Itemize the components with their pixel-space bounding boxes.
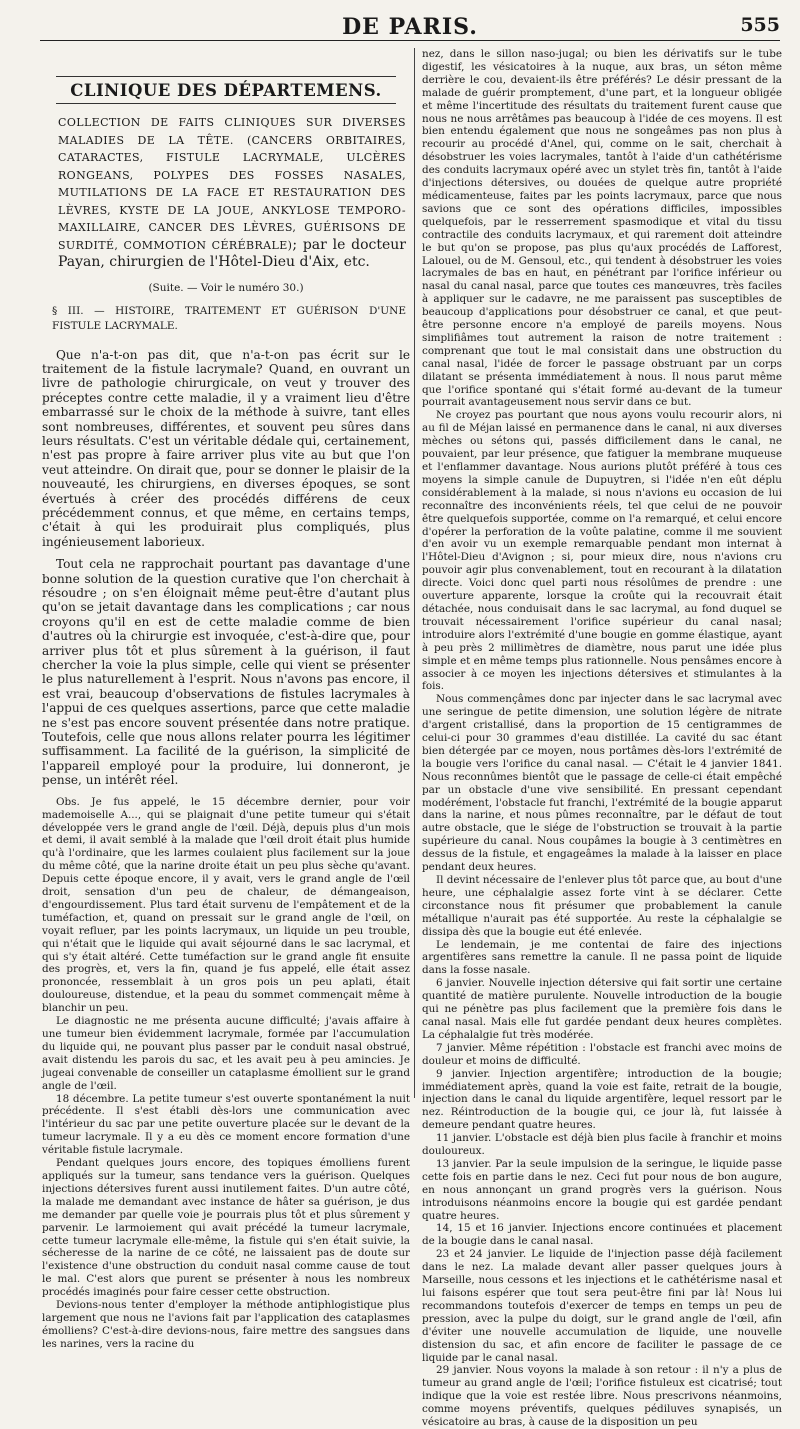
page-number: 555 <box>740 14 780 36</box>
subsection-heading: § III. — HISTOIRE, TRAITEMENT ET GUÉRISON D'UNE FISTULE LACRYMALE. <box>52 304 406 332</box>
paragraph: 13 janvier. Par la seule impulsion de la seringue, le liquide passe cette fois en partie dans le nez. Ceci fut pour nous de bon augure, en nous annonçant un grand progrès vers la guérison. Nous introduisons néanmoins encore la bougie qui est gardée pendant quatre heures. <box>422 1157 782 1222</box>
left-column <box>42 48 410 1350</box>
paragraph: 29 janvier. Nous voyons la malade à son retour : il n'y a plus de tumeur au grand angle de l'œil; l'orifice fistuleux est cicatrisé; tout indique que la voie est restée libre. Nous prescrivons néanmoins, comme moyens préventifs, quelques pédiluves synapisés, un vésicatoire au bras, à cause de la disposition un peu <box>422 1364 782 1429</box>
section-title: CLINIQUE DES DÉPARTEMENS. <box>56 76 396 104</box>
paragraph: 6 janvier. Nouvelle injection détersive qui fait sortir une certaine quantité de matière purulente. Nouvelle introduction de la bougie qui ne pénètre pas plus facilement que la première fois dans le canal nasal. Mais elle fut gardée pendant deux heures complètes. La céphalalgie fut très modérée. <box>422 977 782 1041</box>
paragraph: Nous commençâmes donc par injecter dans le sac lacrymal avec une seringue de petite dimension, une solution légère de nitrate d'argent cristallisé, dans la proportion de 15 centigrammes de celui-ci pour 30 grammes d'eau distillée. La cavité du sac étant bien détergée par ce moyen, nous portâmes dès-lors l'extrémité de la bougie vers l'orifice du canal nasal. — C'était le 4 janvier 1841. Nous reconnûmes bientôt que le passage de celle-ci était empêché par un obstacle d'une vive sensibilité. En pressant cependant modérément, l'obstacle fut franchi, l'extrémité de la bougie apparut dans la narine, et nous pûmes reconnaître, par le défaut de tout autre obstacle, que le siége de l'obstruction se trouvait à la partie supérieure du canal. Nous coupâmes la bougie à 3 centimètres en dessus de la fistule, et engageâmes la malade à la laisser en place pendant deux heures. <box>422 693 782 874</box>
paragraph: Il devint nécessaire de l'enlever plus tôt parce que, au bout d'une heure, une céphalalgie assez forte vint à se déclarer. Cette circonstance nous fit présumer que probablement la canule métallique n'aurait pas été supportée. Au reste la céphalalgie se dissipa dès que la bougie eut été enlevée. <box>422 874 782 938</box>
article-intro-caps: COLLECTION DE FAITS CLINIQUES SUR DIVERSES MALADIES DE LA TÊTE. (CANCERS ORBITAIRES, CATARACTES, FISTULE LACRYMALE, ULCÈRES RONGEANS, POLYPES DES FOSSES NASALES, MUTILATIONS DE LA FACE ET RESTAURATION DES LÈVRES, KYSTE DE LA JOUE, ANKYLOSE TEMPORO-MAXILLAIRE, CANCER DES LÈVRES, GUÉRISONS DE SURDITÉ, COMMOTION CÉRÉBRALE) <box>58 116 406 252</box>
paragraph: 14, 15 et 16 janvier. Injections encore continuées et placement de la bougie dans le canal nasal. <box>422 1222 782 1248</box>
paragraph: Pendant quelques jours encore, des topiques émolliens furent appliqués sur la tumeur, sans tendance vers la guérison. Quelques injections détersives furent aussi inutilement faites. D'un autre côté, la malade me demandant avec instance de hâter sa guérison, je dus me demander par quelle voie je pourrais plus tôt et plus sûrement y parvenir. Le larmoiement qui avait précédé la tumeur lacrymale, cette tumeur lacrymale elle-même, la fistule qui s'en était suivie, la sécheresse de la narine de ce côté, ne laissaient pas de doute sur l'existence d'une obstruction du conduit nasal comme cause de tout le mal. C'est alors que purent se présenter à nous les nombreux procédés imaginés pour faire cesser cette obstruction. <box>42 1157 410 1299</box>
paragraph: Tout cela ne rapprochait pourtant pas davantage d'une bonne solution de la question curative que l'on cherchait à résoudre ; on s'en éloignait même peut-être d'autant plus qu'on se jetait davantage dans les complications ; car nous croyons qu'il en est de cette maladie comme de bien d'autres où la chirurgie est invoquée, c'est-à-dire que, pour arriver plus tôt et plus sûrement à la guérison, il faut chercher la voie la plus simple, celle qui vient se présenter le plus naturellement à l'esprit. Nous n'avons pas encore, il est vrai, beaucoup d'observations de fistules lacrymales à l'appui de ces quelques assertions, parce que cette maladie ne s'est pas encore souvent présentée dans notre pratique. Toutefois, celle que nous allons relater pourra les légitimer suffisamment. La facilité de la guérison, la simplicité de l'appareil employé pour la produire, lui donneront, je pense, un intérêt réel. <box>42 557 410 788</box>
paragraph: 9 janvier. Injection argentifère; introduction de la bougie; immédiatement après, quand la voie est faite, retrait de la bougie, injection dans le canal du liquide argentifère, lequel ressort par le nez. Réintroduction de la bougie qui, ce jour là, fut laissée à demeure pendant quatre heures. <box>422 1067 782 1132</box>
paragraph: nez, dans le sillon naso-jugal; ou bien les dérivatifs sur le tube digestif, les vésicatoires à la nuque, aux bras, un séton même derrière le cou, devaient-ils être préférés? Le désir pressant de la malade de guérir promptement, d'une part, et la longueur obligée et même l'incertitude des résultats du traitement furent cause que nous ne nous arrêtâmes pas beaucoup à l'idée de ces moyens. Il est bien entendu également que nous ne songeâmes pas non plus à recourir au procédé d'Anel, qui, comme on le sait, cherchait à désobstruer les voies lacrymales, tantôt à l'aide d'un cathétérisme des conduits lacrymaux opéré avec un stylet très fin, tantôt à l'aide d'injections détersives, ou douées de quelque autre propriété médicamenteuse, faites par les points lacrymaux, parce que nous savions que ce sont des opérations difficiles, impossibles quelquefois, par le resserrement spasmodique et vital du tissu contractile des conduits lacrymaux, et qui rarement doit atteindre le but qu'on se propose, pas plus qu'aux procédés de Lafforest, Lalouel, ou de M. Gensoul, etc., qui tendent à désobstruer les voies lacrymales de bas en haut, en pénétrant par l'orifice inférieur ou nasal du canal nasal, parce que toutes ces manœuvres, très faciles à appliquer sur le cadavre, ne me paraissent pas susceptibles de beaucoup d'applications pour désobstruer ce canal, et que peut-être personne encore n'a employé de pareils moyens. Nous simplifiâmes tout autrement la raison de notre traitement : comprenant que tout le mal consistait dans une obstruction du canal nasal, l'idée de forcer le passage obstruant par un corps dilatant se présenta immédiatement à nous. Il nous parut même que l'orifice spontané qui s'était formé au-devant de la tumeur pourrait avantageusement nous servir dans ce but. <box>422 48 782 409</box>
paragraph: Ne croyez pas pourtant que nous ayons voulu recourir alors, ni au fil de Méjan laissé en permanence dans le canal, ni aux diverses mèches ou sétons qui, passés difficilement dans le canal, ne pouvaient, par leur présence, que fatiguer la membrane muqueuse et l'enflammer davantage. Nous aurions plutôt préféré à tous ces moyens la simple canule de Dupuytren, si l'idée n'en eût déplu considérablement à la malade, si nous n'avions eu occasion de lui reconnaître des inconvénients réels, tel que celui de ne pouvoir être quelquefois supportée, comme on l'a remarqué, et celui encore d'opérer la perforation de la voûte palatine, comme il me souvient d'en avoir vu un exemple remarquable pendant mon internat à l'Hôtel-Dieu d'Avignon ; si, pour mieux dire, nous n'avions cru pouvoir agir plus convenablement, tout en recourant à la dilatation directe. Voici donc quel parti nous résolûmes de prendre : une ouverture apparente, lorsque la croûte qui la recouvrait était détachée, nous conduisait dans le sac lacrymal, au fond duquel se trouvait nécessairement l'orifice supérieur du canal nasal; introduire alors l'extrémité d'une bougie en gomme élastique, ayant à peu près 2 millimètres de diamètre, nous parut une idée plus simple et en même temps plus rationnelle. Nous pensâmes encore à associer à ce moyen les injections détersives et stimulantes à la fois. <box>422 409 782 693</box>
paragraph: Le lendemain, je me contentai de faire des injections argentifères sans remettre la canule. Il ne passa point de liquide dans la fosse nasale. <box>422 938 782 977</box>
article-author: ; par le docteur Payan, chirurgien de l'Hôtel-Dieu d'Aix, etc. <box>58 236 406 270</box>
paragraph: Que n'a-t-on pas dit, que n'a-t-on pas écrit sur le traitement de la fistule lacrymale? Quand, en ouvrant un livre de pathologie chirurgicale, on veut y trouver des préceptes contre cette maladie, il y a vraiment lieu d'être embarrassé sur le choix de la méthode à suivre, tant elles sont nombreuses, différentes, et souvent peu sûres dans leurs résultats. C'est un véritable dédale qui, certainement, n'est pas propre à faire arriver plus vite au but que l'on veut atteindre. On dirait que, pour se donner le plaisir de la nouveauté, les chirurgiens, en diverses époques, se sont évertués à créer des procédés différens de ceux précédemment connus, et que même, en certains temps, c'était à qui les produirait plus compliqués, plus ingénieusement laborieux. <box>42 347 410 549</box>
column-divider <box>414 48 415 1098</box>
paragraph: Devions-nous tenter d'employer la méthode antiphlogistique plus largement que nous ne l'avions fait par l'application des cataplasmes émolliens? C'est-à-dire devions-nous, faire mettre des sangsues dans les narines, vers la racine du <box>42 1299 410 1350</box>
paragraph: 18 décembre. La petite tumeur s'est ouverte spontanément la nuit précédente. Il s'est établi dès-lors une communication avec l'intérieur du sac par une petite ouverture placée sur le devant de la tumeur lacrymale. Il y a eu dès ce moment encore formation d'une véritable fistule lacrymale. <box>42 1092 410 1157</box>
paragraph: Le diagnostic ne me présenta aucune difficulté; j'avais affaire à une tumeur bien évidemment lacrymale, formée par l'accumulation du liquide qui, ne pouvant plus passer par le conduit nasal obstrué, avait distendu les parois du sac, et les avait peu à peu amincies. Je jugeai convenable de conseiller un cataplasme émollient sur le grand angle de l'œil. <box>42 1015 410 1092</box>
article-intro <box>58 114 406 272</box>
continuation-note: (Suite. — Voir le numéro 30.) <box>148 281 304 294</box>
page-header <box>40 10 780 41</box>
paragraph: 23 et 24 janvier. Le liquide de l'injection passe déjà facilement dans le nez. La malade devant aller passer quelques jours à Marseille, nous cessons et les injections et le cathétérisme nasal et lui faisons espérer que tout sera peut-être fini par là! Nous lui recommandons toutefois d'exercer de temps en temps un peu de pression, avec la pulpe du doigt, sur le grand angle de l'œil, afin d'éviter une nouvelle accumulation de liquide, une nouvelle distension du sac, et afin encore de faciliter le passage de ce liquide par le canal nasal. <box>422 1248 782 1364</box>
page-header-title: DE PARIS. <box>342 14 478 40</box>
paragraph: Obs. Je fus appelé, le 15 décembre dernier, pour voir mademoiselle A..., qui se plaignait d'une petite tumeur qui s'était développée vers le grand angle de l'œil. Déjà, depuis plus d'un mois et demi, il avait semblé à la malade que l'œil droit était plus humide qu'à l'ordinaire, que les larmes coulaient plus facilement sur la joue du même côté, que la narine droite était un peu plus sèche qu'avant. Depuis cette époque encore, il y avait, vers le grand angle de l'œil droit, sensation d'un peu de chaleur, de démangeaison, d'engourdissement. Plus tard était survenu de l'empâtement et de la tuméfaction, et, quand on pressait sur le grand angle de l'œil, on voyait refluer, par les points lacrymaux, un liquide un peu trouble, qui n'était que le liquide qui avait séjourné dans le sac lacrymal, et qui s'y était altéré. Cette tuméfaction sur le grand angle fit ensuite des progrès, et, vers la fin, quand je fus appelé, elle était assez prononcée, ressemblait à un gros pois un peu aplati, était douloureuse, distendue, et la peau du sommet commençait même à blanchir un peu. <box>42 795 410 1015</box>
paragraph: 11 janvier. L'obstacle est déjà bien plus facile à franchir et moins douloureux. <box>422 1132 782 1158</box>
paragraph: 7 janvier. Même répétition : l'obstacle est franchi avec moins de douleur et moins de difficulté. <box>422 1041 782 1067</box>
right-column <box>422 48 782 1429</box>
